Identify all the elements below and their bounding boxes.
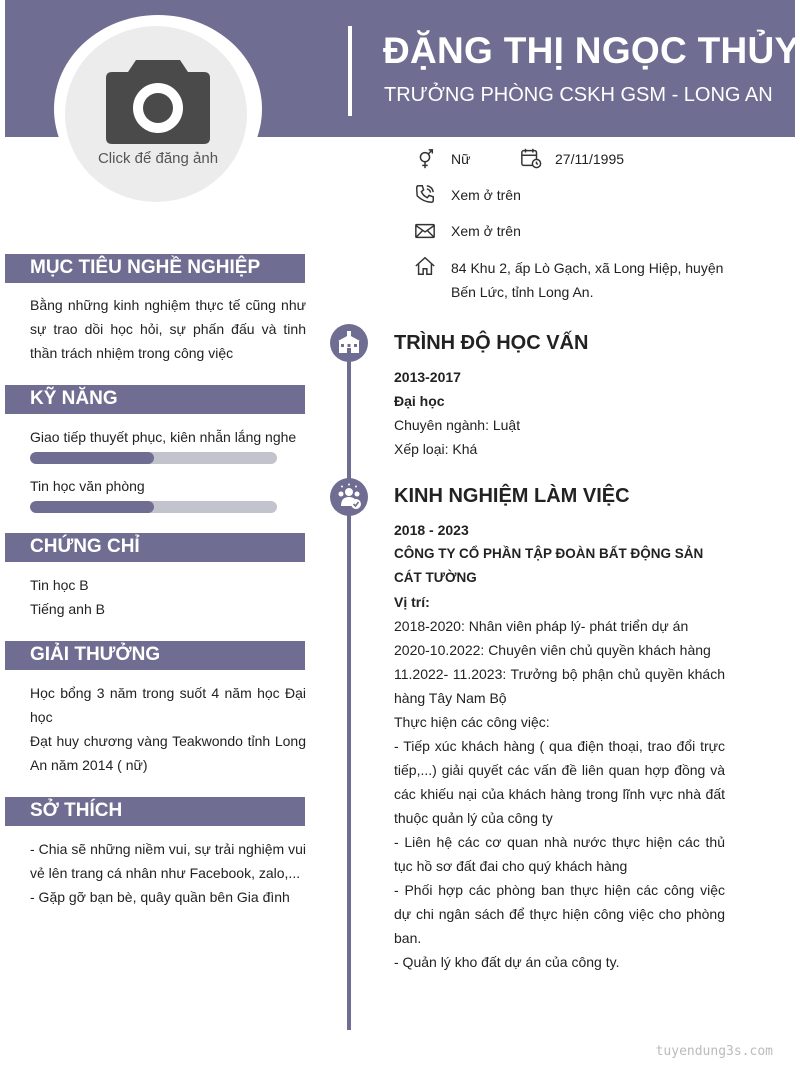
hobbies-heading: SỞ THÍCH (30, 800, 123, 821)
hobbies-heading-bar (5, 797, 305, 826)
objective-heading-bar (5, 254, 305, 283)
certificates-heading: CHỨNG CHỈ (30, 536, 140, 557)
task-item: - Liên hệ các cơ quan nhà nước thực hiện các thủ tục hồ sơ đất đai cho quý khách hàng (394, 834, 725, 874)
objective-heading: MỤC TIÊU NGHỀ NGHIỆP (30, 257, 261, 278)
header-divider (348, 26, 352, 116)
team-award-icon (330, 478, 368, 516)
education-grade: Xếp loại: Khá (394, 441, 478, 457)
certificate-item: Tiếng anh B (30, 601, 105, 617)
education-block (394, 365, 725, 461)
position-item: 2018-2020: Nhân viên pháp lý- phát triển dự án (394, 618, 689, 634)
skill-bar (30, 501, 277, 513)
hobby-item: - Chia sẽ những niềm vui, sự trải nghiệm vui vẻ lên trang cá nhân như Facebook, zalo,... (30, 841, 306, 881)
birthday-value: 27/11/1995 (555, 151, 625, 167)
task-item: - Tiếp xúc khách hàng ( qua điện thoại, trao đổi trực tiếp,...) giải quyết các vấn đề liên quan hợp đồng và các khiếu nại của khách hàng trong lĩnh vực nhà đất thuộc quản lý của công ty (394, 738, 725, 826)
skills-heading-bar (5, 385, 305, 414)
home-icon (414, 255, 436, 277)
education-period: 2013-2017 (394, 369, 461, 385)
skill-bar (30, 452, 277, 464)
timeline-node-education (330, 324, 368, 362)
award-item: Học bổng 3 năm trong suốt 4 năm học Đại học (30, 685, 306, 725)
address-value: 84 Khu 2, ấp Lò Gạch, xã Long Hiệp, huyện Bến Lức, tỉnh Long An. (451, 260, 724, 300)
timeline-line (347, 352, 351, 1030)
experience-heading: KINH NGHIỆM LÀM VIỆC (394, 485, 630, 507)
hobbies-list (30, 837, 306, 909)
experience-block (394, 518, 725, 974)
task-item: - Quản lý kho đất dự án của công ty. (394, 954, 620, 970)
skill-label: Giao tiếp thuyết phục, kiên nhẫn lắng nghe (30, 429, 297, 445)
education-heading: TRÌNH ĐỘ HỌC VẤN (394, 332, 589, 354)
experience-position-label: Vị trí: (394, 594, 430, 610)
objective-text: Bằng những kinh nghiệm thực tế cũng như sự trao dồi học hỏi, sự phấn đấu và tinh thần trách nhiệm trong công việc (30, 297, 306, 361)
awards-heading: GIẢI THƯỞNG (30, 644, 161, 665)
calendar-icon (520, 147, 542, 169)
phone-icon (414, 183, 436, 205)
watermark: tuyendung3s.com (655, 1044, 773, 1059)
certificates-heading-bar (5, 533, 305, 562)
task-item: - Phối hợp các phòng ban thực hiện các công việc dự chi ngân sách để thực hiện công việc cho phòng ban. (394, 882, 725, 946)
awards-heading-bar (5, 641, 305, 670)
avatar-upload-label[interactable]: Click để đăng ảnh (97, 150, 219, 167)
award-item: Đạt huy chương vàng Teakwondo tỉnh Long An năm 2014 ( nữ) (30, 733, 306, 773)
skill-label: Tin học văn phòng (30, 478, 145, 494)
skill-bar-fill (30, 501, 154, 513)
candidate-name: ĐẶNG THỊ NGỌC THỦY (383, 30, 800, 71)
experience-company: CÔNG TY CỔ PHẦN TẬP ĐOÀN BẤT ĐỘNG SẢN CÁT TƯỜNG (394, 546, 704, 585)
skills-heading: KỸ NĂNG (30, 388, 118, 409)
experience-tasks-label: Thực hiện các công việc: (394, 714, 550, 730)
school-icon (330, 324, 368, 362)
skill-bar-fill (30, 452, 154, 464)
experience-period: 2018 - 2023 (394, 522, 469, 538)
education-degree: Đại học (394, 393, 445, 409)
certificate-item: Tin học B (30, 577, 89, 593)
position-item: 2020-10.2022: Chuyên viên chủ quyền khách hàng (394, 642, 711, 658)
education-major: Chuyên ngành: Luật (394, 417, 521, 433)
camera-icon[interactable] (106, 56, 210, 144)
hobby-item: - Gặp gỡ bạn bè, quây quần bên Gia đình (30, 889, 290, 905)
timeline-node-experience (330, 478, 368, 516)
phone-value: Xem ở trên (451, 187, 521, 203)
email-value: Xem ở trên (451, 223, 521, 239)
candidate-title: TRƯỞNG PHÒNG CSKH GSM - LONG AN (384, 84, 773, 106)
gender-icon (414, 148, 436, 170)
email-icon (414, 220, 436, 242)
certificates-list (30, 573, 306, 621)
position-item: 11.2022- 11.2023: Trưởng bộ phận chủ quyền khách hàng Tây Nam Bộ (394, 666, 725, 706)
gender-value: Nữ (451, 151, 471, 167)
awards-list (30, 681, 306, 777)
